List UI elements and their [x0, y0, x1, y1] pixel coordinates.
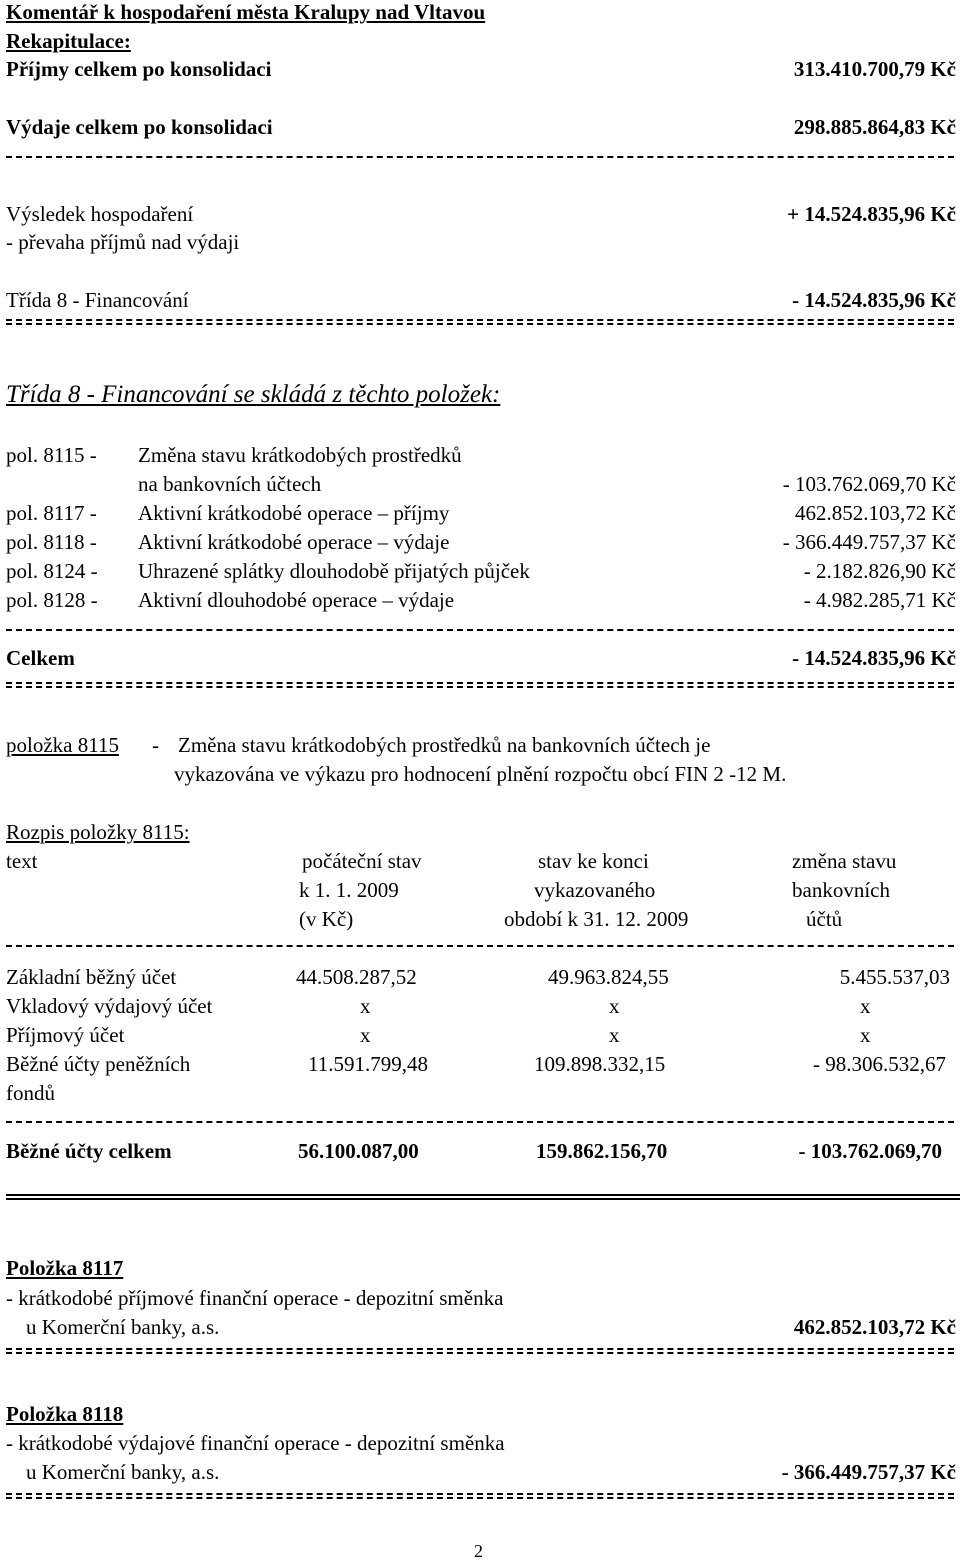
recap-heading: Rekapitulace:: [6, 29, 131, 53]
item-8117-line1: - krátkodobé příjmové finanční operace - depozitní směnka: [6, 1286, 504, 1310]
col-header-start: k 1. 1. 2009: [299, 878, 399, 902]
expense-label: Výdaje celkem po konsolidaci: [6, 115, 273, 139]
breakdown-row-name: Běžné účty peněžních: [6, 1052, 191, 1076]
items-heading: Třída 8 - Financování se skládá z těchto položek:: [6, 381, 501, 408]
col-header-end: období k 31. 12. 2009: [504, 907, 689, 931]
col-header-start: počáteční stav: [302, 849, 422, 873]
note-8115-label: položka 8115: [6, 733, 119, 757]
double-divider: [6, 319, 954, 325]
breakdown-row-start: x: [360, 1023, 371, 1047]
breakdown-row-end: x: [609, 1023, 620, 1047]
result-value: + 14.524.835,96 Kč: [787, 202, 956, 226]
item-8117-line2: u Komerční banky, a.s.: [26, 1315, 220, 1339]
col-header-text: text: [6, 849, 38, 873]
items-total-label: Celkem: [6, 646, 75, 670]
item-value: - 366.449.757,37 Kč: [782, 530, 956, 554]
col-header-end: vykazovaného: [534, 878, 656, 902]
item-code: pol. 8117 -: [6, 501, 97, 525]
class8-value: - 14.524.835,96 Kč: [792, 288, 956, 312]
page-number: 2: [474, 1541, 483, 1561]
item-desc: Aktivní dlouhodobé operace – výdaje: [138, 588, 455, 612]
item-desc: na bankovních účtech: [138, 472, 322, 496]
breakdown-heading: Rozpis položky 8115:: [6, 820, 190, 844]
double-divider: [6, 682, 954, 688]
income-value: 313.410.700,79 Kč: [793, 57, 956, 81]
result-label: Výsledek hospodaření: [6, 202, 194, 226]
item-desc: Aktivní krátkodobé operace – příjmy: [138, 501, 450, 525]
breakdown-row-end: 109.898.332,15: [534, 1052, 666, 1076]
breakdown-row-change: 5.455.537,03: [839, 965, 950, 989]
item-8117-heading: Položka 8117: [6, 1256, 124, 1280]
document-title: Komentář k hospodaření města Kralupy nad Vltavou: [6, 0, 486, 24]
item-desc: Aktivní krátkodobé operace – výdaje: [138, 530, 450, 554]
item-8118-line2: u Komerční banky, a.s.: [26, 1460, 220, 1484]
class8-label: Třída 8 - Financování: [6, 288, 189, 312]
double-divider: [6, 1493, 954, 1499]
double-divider: [6, 1348, 954, 1354]
col-header-end: stav ke konci: [538, 849, 649, 873]
col-header-change: účtů: [806, 907, 843, 931]
breakdown-row-end: 49.963.824,55: [548, 965, 669, 989]
col-header-start: (v Kč): [299, 907, 354, 931]
breakdown-row-start: 11.591.799,48: [308, 1052, 428, 1076]
item-code: pol. 8115 -: [6, 443, 97, 467]
divider: [6, 945, 954, 947]
expense-value: 298.885.864,83 Kč: [793, 115, 956, 139]
breakdown-total-end: 159.862.156,70: [536, 1139, 668, 1163]
breakdown-total-start: 56.100.087,00: [298, 1139, 419, 1163]
item-value: - 4.982.285,71 Kč: [803, 588, 956, 612]
income-label: Příjmy celkem po konsolidaci: [6, 57, 272, 81]
breakdown-row-end: x: [609, 994, 620, 1018]
item-value: 462.852.103,72 Kč: [795, 501, 956, 525]
breakdown-total-change: - 103.762.069,70: [798, 1139, 942, 1163]
item-8118-heading: Položka 8118: [6, 1402, 124, 1426]
breakdown-row-name: Příjmový účet: [6, 1023, 125, 1047]
breakdown-row-name: Vkladový výdajový účet: [6, 994, 213, 1018]
breakdown-row-change: x: [860, 1023, 871, 1047]
breakdown-row-change: - 98.306.532,67: [813, 1052, 946, 1076]
item-8118-line1: - krátkodobé výdajové finanční operace - depozitní směnka: [6, 1431, 505, 1455]
item-value: - 103.762.069,70 Kč: [782, 472, 956, 496]
divider: [6, 629, 954, 631]
item-value: - 2.182.826,90 Kč: [803, 559, 956, 583]
col-header-change: změna stavu: [792, 849, 897, 873]
item-8118-value: - 366.449.757,37 Kč: [781, 1460, 956, 1484]
item-desc: Změna stavu krátkodobých prostředků: [138, 443, 462, 467]
note-8115-line1: Změna stavu krátkodobých prostředků na bankovních účtech je: [178, 733, 711, 757]
breakdown-total-name: Běžné účty celkem: [6, 1139, 172, 1163]
breakdown-row-name: Základní běžný účet: [6, 965, 177, 989]
breakdown-row-change: x: [860, 994, 871, 1018]
item-8117-value: 462.852.103,72 Kč: [793, 1315, 956, 1339]
breakdown-row-name: fondů: [6, 1081, 55, 1105]
breakdown-row-start: x: [360, 994, 371, 1018]
item-code: pol. 8124 -: [6, 559, 98, 583]
result-sublabel: - převaha příjmů nad výdaji: [6, 230, 240, 254]
divider: [6, 156, 954, 158]
double-rule: [6, 1194, 960, 1200]
items-total-value: - 14.524.835,96 Kč: [792, 646, 956, 670]
col-header-change: bankovních: [792, 878, 890, 902]
divider: [6, 1121, 954, 1123]
note-8115-sep: -: [152, 733, 159, 757]
item-desc: Uhrazené splátky dlouhodobě přijatých půjček: [138, 559, 530, 583]
breakdown-row-start: 44.508.287,52: [296, 965, 417, 989]
note-8115-line2: vykazována ve výkazu pro hodnocení plnění rozpočtu obcí FIN 2 -12 M.: [174, 762, 787, 786]
item-code: pol. 8128 -: [6, 588, 98, 612]
item-code: pol. 8118 -: [6, 530, 97, 554]
